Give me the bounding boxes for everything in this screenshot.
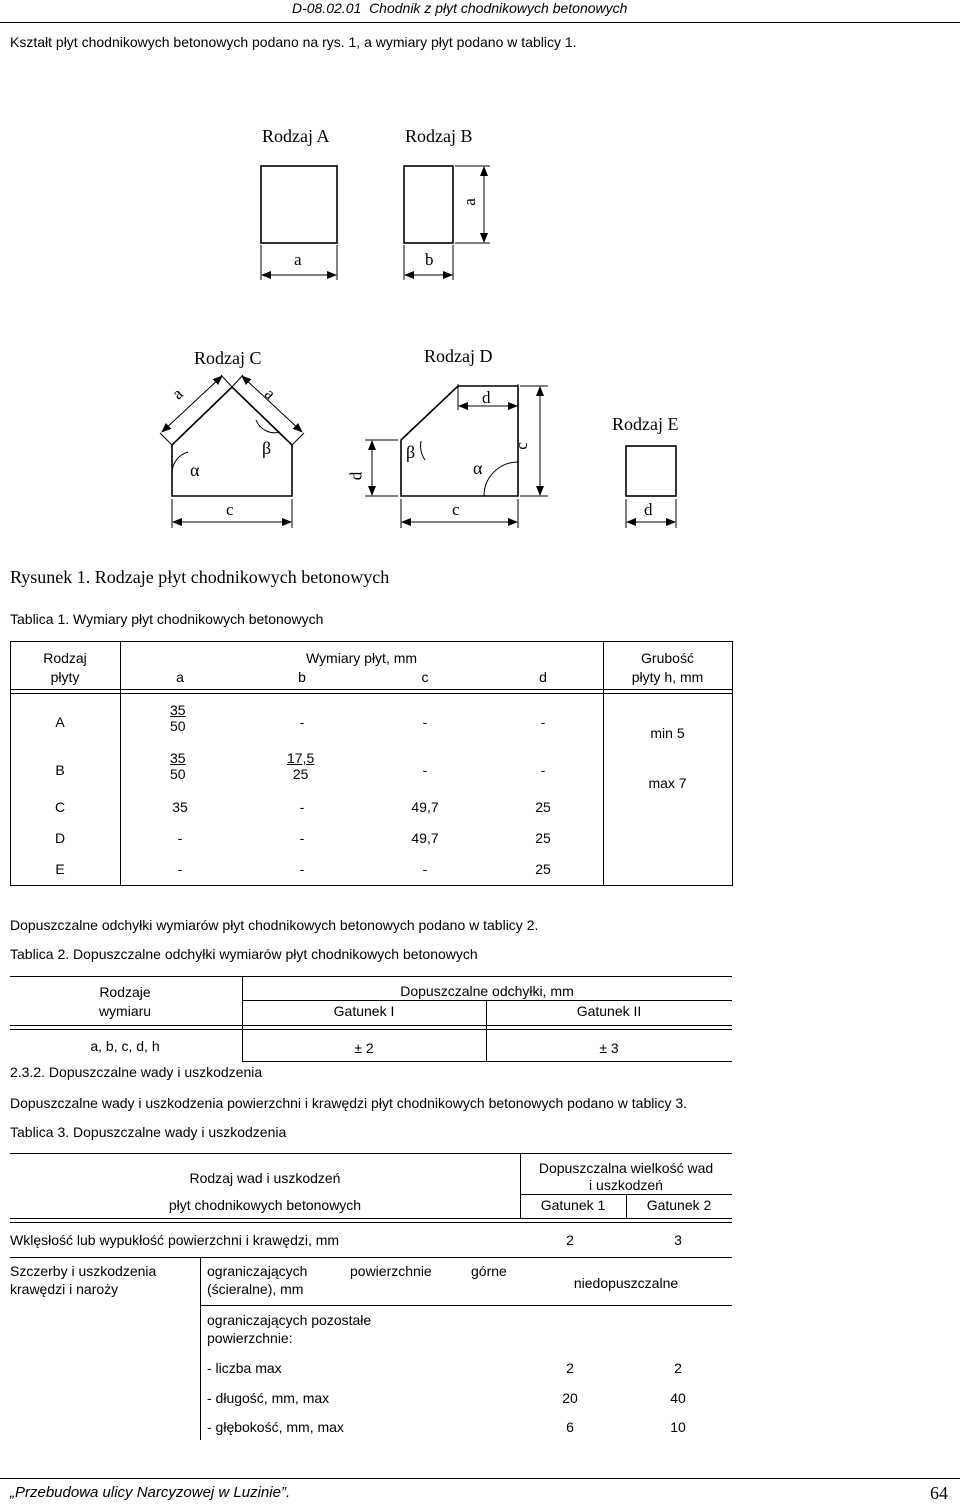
t1-header-grubosc-2: płyty h, mm	[631, 669, 704, 685]
t1-header-c: c	[421, 669, 429, 685]
footer-rule	[0, 1478, 960, 1479]
figure-caption: Rysunek 1. Rodzaje płyt chodnikowych betonowych	[10, 567, 390, 587]
t1-row-d-label: D	[54, 830, 66, 846]
t1-thickness-min: min 5	[650, 725, 685, 741]
t2-header-rodzaje-2: wymiaru	[98, 1003, 152, 1019]
t1-row-c-b: -	[299, 799, 305, 815]
t3-row2a-text-2: powierzchnie	[350, 1263, 432, 1279]
t1-row-e-b: -	[299, 861, 305, 877]
t3-row1-gatunek-2: 3	[674, 1232, 682, 1248]
t1-header-a: a	[176, 669, 184, 685]
t1-row-c-d: 25	[535, 799, 551, 815]
t1-row-a-a: $\frac{35}{50}$	[170, 702, 186, 734]
t1-row-d-c: 49,7	[411, 830, 439, 846]
t3-glebokosc-gatunek-1: 6	[566, 1419, 574, 1435]
table1-caption: Tablica 1. Wymiary płyt chodnikowych betonowych	[10, 611, 324, 627]
table2-caption: Tablica 2. Dopuszczalne odchyłki wymiarów płyt chodnikowych betonowych	[10, 946, 478, 962]
t1-row-e-label: E	[55, 861, 65, 877]
t3-row2a-text-3: górne	[471, 1263, 507, 1279]
t3-row2b-text-1: ograniczających pozostałe	[207, 1312, 372, 1328]
document-title: Chodnik z płyt chodnikowych betonowych	[369, 0, 628, 16]
footer-project: „Przebudowa ulicy Narcyzowej w Luzinie”.	[10, 1484, 291, 1501]
t2-header-gatunek-1: Gatunek I	[333, 1003, 395, 1019]
label-d-plate-d-top: d	[482, 388, 491, 407]
t1-header-d: d	[539, 669, 547, 685]
label-d-plate-e: d	[644, 500, 653, 519]
t3-glebokosc-gatunek-2: 10	[670, 1419, 686, 1435]
t3-liczba-label: - liczba max	[207, 1360, 282, 1376]
t1-row-e-a: -	[177, 861, 183, 877]
label-a-vertical-b: a	[459, 198, 479, 206]
t3-dlugosc-label: - długość, mm, max	[207, 1390, 330, 1406]
t1-row-c-label: C	[54, 799, 66, 815]
intro-paragraph: Kształt płyt chodnikowych betonowych podano na rys. 1, a wymiary płyt podano w tablicy 1.	[10, 34, 577, 50]
t1-row-c-a: 35	[172, 799, 188, 815]
header-rule	[0, 22, 960, 23]
label-c-plate-d: c	[452, 500, 460, 519]
t1-thickness-max: max 7	[648, 775, 687, 791]
t1-header-rodzaj-2: płyty	[50, 669, 80, 685]
t1-header-rodzaj-1: Rodzaj	[43, 650, 87, 666]
t1-row-a-b: -	[299, 714, 305, 730]
t2-header-gatunek-2: Gatunek II	[576, 1003, 642, 1019]
document-code: D-08.02.01	[292, 0, 362, 16]
t1-row-b-label: B	[55, 762, 65, 778]
t1-row-e-d: 25	[535, 861, 551, 877]
t3-header-gatunek-1: Gatunek 1	[540, 1197, 606, 1213]
t1-row-e-c: -	[422, 861, 428, 877]
label-beta-plate-c: β	[262, 438, 272, 458]
label-b-plate-b: b	[425, 250, 434, 269]
label-c-plate-d-right: c	[511, 442, 531, 450]
label-alpha-plate-d: α	[473, 458, 483, 478]
t3-header-rodzaj-2: płyt chodnikowych betonowych	[168, 1197, 362, 1213]
label-rodzaj-a: Rodzaj A	[262, 126, 330, 146]
label-rodzaj-b: Rodzaj B	[405, 126, 473, 146]
dim-line-a-left-plate-c	[162, 376, 222, 432]
t3-row1-label: Wklęsłość lub wypukłość powierzchni i krawędzi, mm	[10, 1232, 340, 1248]
t3-header-dop-2: i uszkodzeń	[589, 1177, 663, 1193]
t3-liczba-gatunek-2: 2	[674, 1360, 682, 1376]
page-number: 64	[930, 1483, 948, 1503]
t3-row2b-text-2: powierzchnie:	[207, 1330, 293, 1346]
t3-row2a-text-4: (ścieralne), mm	[207, 1281, 304, 1297]
t1-row-c-c: 49,7	[411, 799, 439, 815]
t1-row-b-a: $\frac{35}{50}$	[170, 750, 186, 782]
t1-row-a-c: -	[422, 714, 428, 730]
plate-d-shape	[401, 386, 518, 496]
t3-row1-gatunek-1: 2	[566, 1232, 574, 1248]
label-rodzaj-e: Rodzaj E	[612, 414, 679, 434]
t1-row-b-b: $\frac{17,5}{25}$	[287, 750, 315, 782]
defects-paragraph: Dopuszczalne wady i uszkodzenia powierzchni i krawędzi płyt chodnikowych betonowych podano w tablicy 3.	[10, 1095, 688, 1111]
section-heading: 2.3.2. Dopuszczalne wady i uszkodzenia	[10, 1064, 263, 1080]
t3-glebokosc-label: - głębokość, mm, max	[207, 1419, 344, 1435]
t2-row-label: a, b, c, d, h	[90, 1038, 160, 1054]
t3-dlugosc-gatunek-2: 40	[670, 1390, 686, 1406]
t2-row-gatunek-1: ± 2	[354, 1040, 374, 1056]
label-a-plate-a: a	[294, 250, 302, 269]
label-d-plate-d-left: d	[346, 471, 366, 481]
label-c-plate-c: c	[226, 500, 234, 519]
label-rodzaj-d: Rodzaj D	[424, 346, 493, 366]
t1-header-b: b	[298, 669, 306, 685]
label-a-right-plate-c: a	[260, 384, 280, 404]
tolerance-paragraph: Dopuszczalne odchyłki wymiarów płyt chodnikowych betonowych podano w tablicy 2.	[10, 917, 539, 933]
t1-row-d-d: 25	[535, 830, 551, 846]
t1-header-grubosc-1: Grubość	[641, 650, 694, 666]
label-a-left-plate-c: a	[168, 384, 187, 404]
t1-row-d-b: -	[299, 830, 305, 846]
label-rodzaj-c: Rodzaj C	[194, 348, 262, 368]
t3-dlugosc-gatunek-1: 20	[562, 1390, 578, 1406]
t1-row-b-c: -	[422, 762, 428, 778]
t1-row-b-d: -	[540, 762, 546, 778]
t1-row-d-a: -	[177, 830, 183, 846]
t3-row2a-text-1: ograniczających	[207, 1263, 308, 1279]
plate-e-shape	[626, 446, 676, 496]
t1-row-a-label: A	[55, 714, 65, 730]
label-beta-plate-d: β	[406, 442, 416, 462]
t3-row2-label-2: krawędzi i naroży	[10, 1281, 119, 1297]
t2-header-rodzaje-1: Rodzaje	[99, 984, 151, 1000]
t2-row-gatunek-2: ± 3	[599, 1040, 619, 1056]
t3-row2a-value: niedopuszczalne	[573, 1275, 679, 1291]
t3-header-gatunek-2: Gatunek 2	[646, 1197, 712, 1213]
plate-a-shape	[261, 166, 337, 243]
plate-b-shape	[404, 166, 453, 243]
t2-header-odchylki: Dopuszczalne odchyłki, mm	[400, 983, 574, 999]
label-alpha-plate-c: α	[190, 460, 200, 480]
table3-caption: Tablica 3. Dopuszczalne wady i uszkodzenia	[10, 1124, 287, 1140]
t3-row2-label-1: Szczerby i uszkodzenia	[10, 1263, 157, 1279]
t3-liczba-gatunek-1: 2	[566, 1360, 574, 1376]
t3-header-rodzaj-1: Rodzaj wad i uszkodzeń	[189, 1170, 341, 1186]
t1-header-wymiary: Wymiary płyt, mm	[305, 650, 418, 666]
t1-row-a-d: -	[540, 714, 546, 730]
t3-header-dop-1: Dopuszczalna wielkość wad	[538, 1160, 714, 1176]
document-header	[292, 0, 627, 16]
